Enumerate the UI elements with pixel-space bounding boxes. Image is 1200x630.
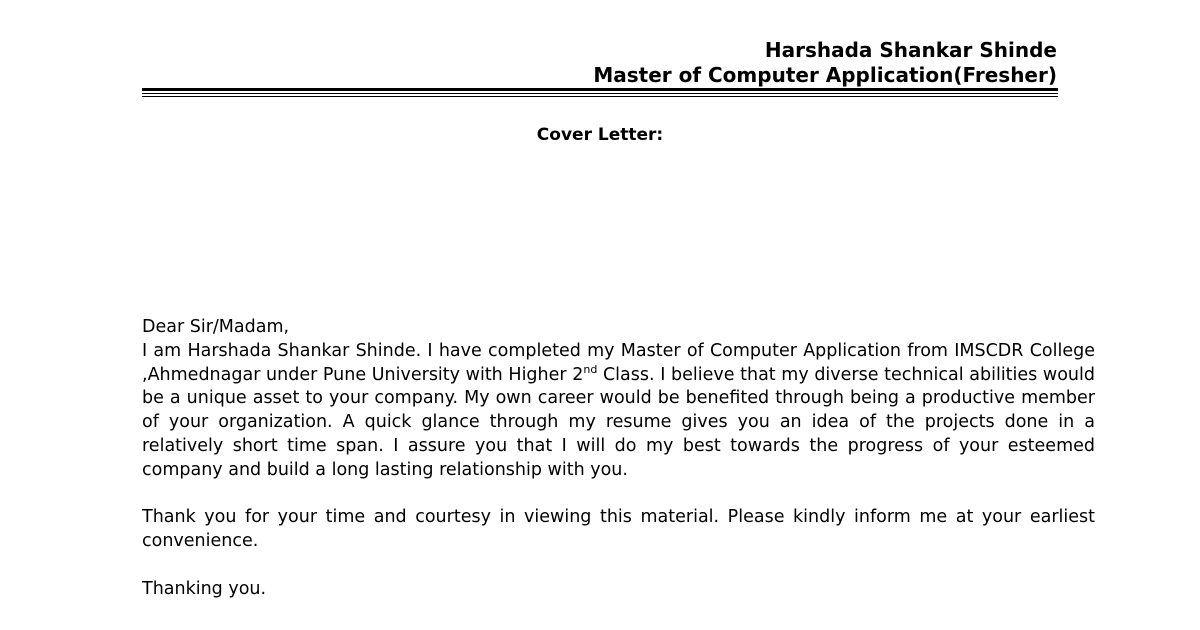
paragraph-thanks: Thank you for your time and courtesy in viewing this material. Please kindly inform me at your earliest convenience. xyxy=(142,507,1095,552)
document-title: Cover Letter: xyxy=(536,125,664,145)
paragraph-spacer xyxy=(142,554,1095,578)
ordinal-suffix: nd xyxy=(583,362,598,376)
paragraph-intro xyxy=(142,340,1095,483)
salutation: Dear Sir/Madam, xyxy=(142,317,290,337)
applicant-role: Master of Computer Application(Fresher) xyxy=(593,63,1057,87)
paragraph-intro-part2: Class. I believe that my diverse technical abilities would be a unique asset to your company. My own career would be benefited through being a productive member of your organization. A quick glance through my resume gives you an idea of the projects done in a relatively short time span. I assure you that I will do my best towards the progress of your esteemed company and build a long lasting relationship with you. xyxy=(142,364,1095,480)
letter-body xyxy=(142,316,1095,602)
divider-line-thin xyxy=(142,96,1058,97)
closing: Thanking you. xyxy=(142,578,267,599)
applicant-name: Harshada Shankar Shinde xyxy=(764,38,1057,62)
paragraph-spacer xyxy=(142,483,1095,507)
paragraph-intro-part1: I am Harshada Shankar Shinde. I have completed my Master of Computer Application from IMSCDR College ,Ahmednagar under Pune University with Higher 2 xyxy=(142,340,1095,385)
divider-line-thin xyxy=(142,93,1058,94)
divider-line-thick xyxy=(142,88,1058,91)
header-divider xyxy=(142,88,1058,100)
